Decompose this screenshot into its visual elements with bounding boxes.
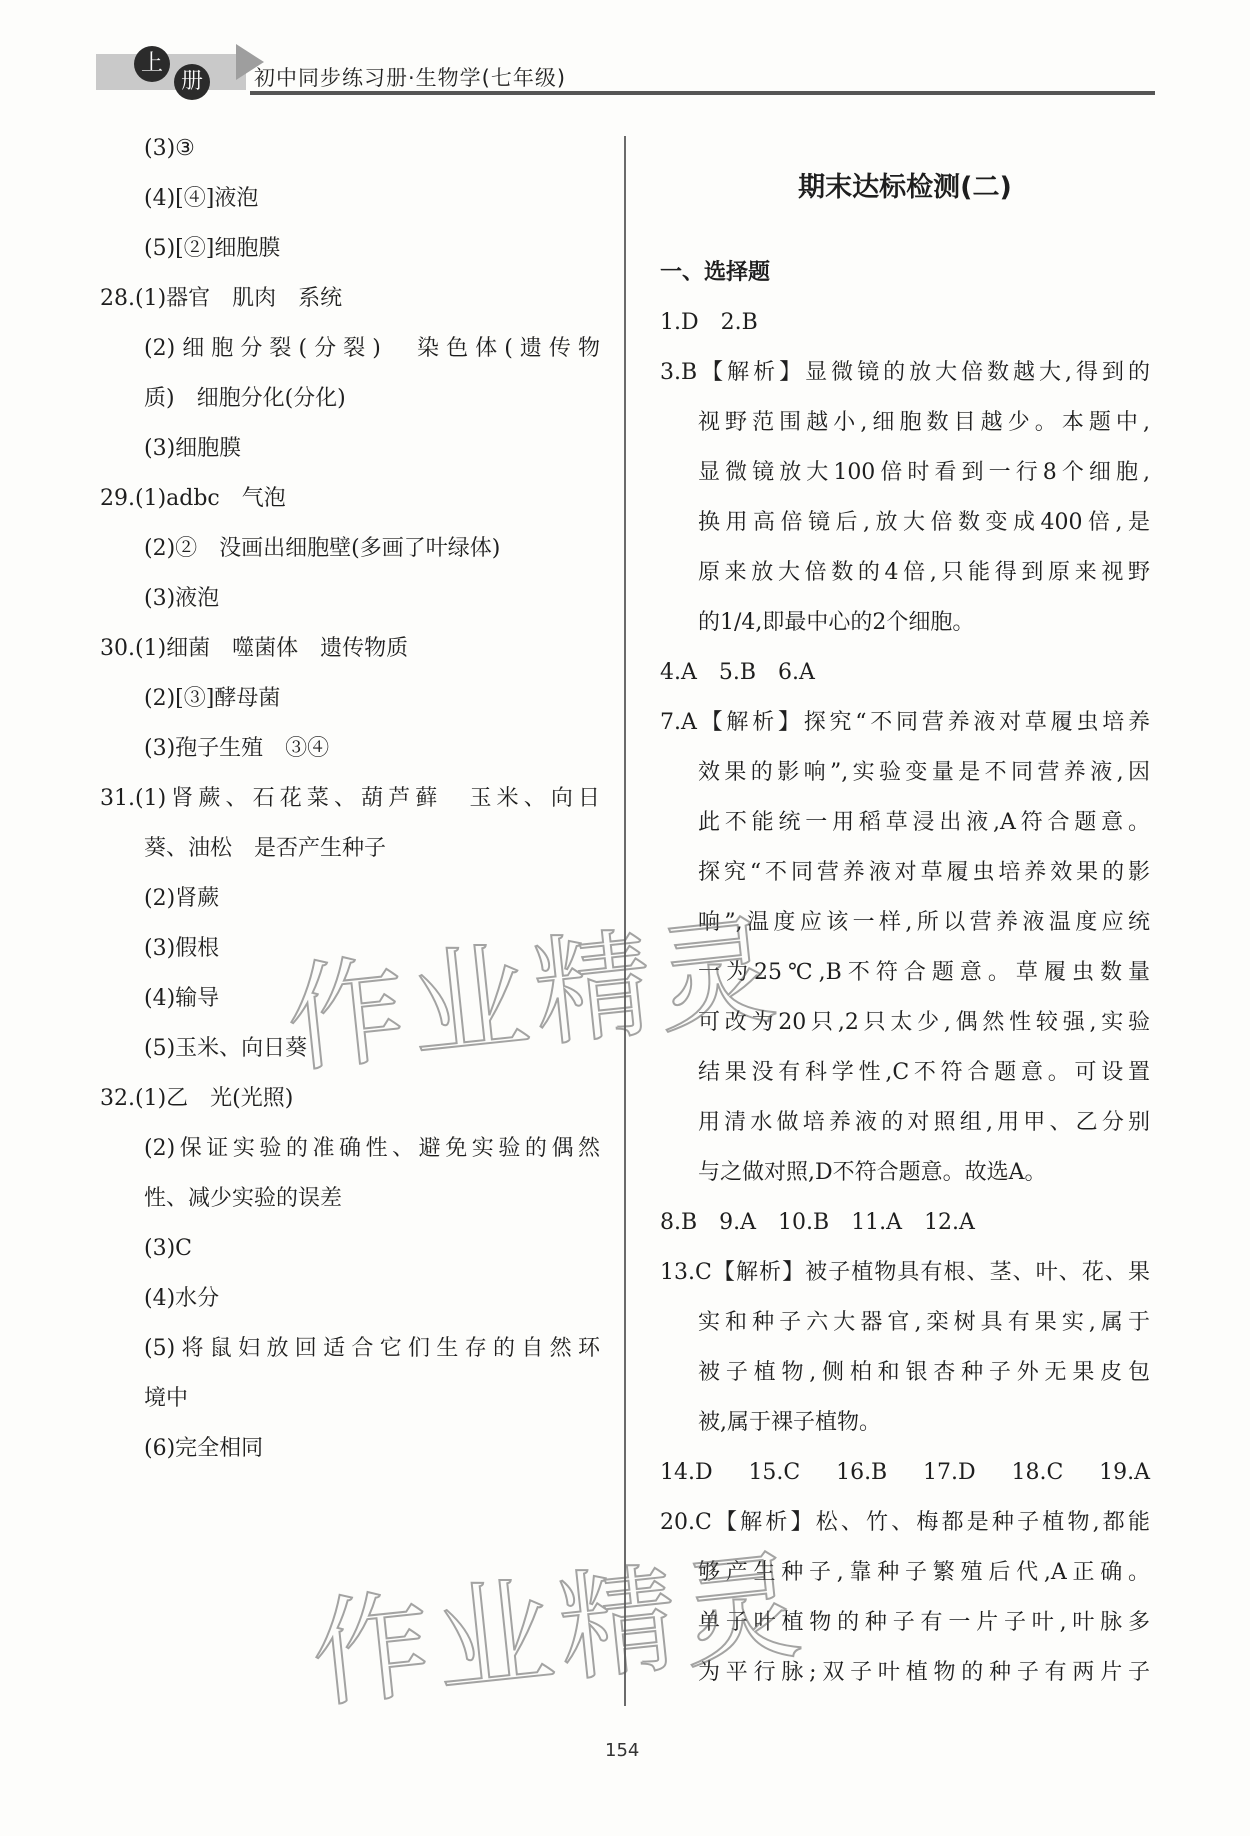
left-column bbox=[100, 124, 600, 1474]
answer-line: 的1/4,即最中心的2个细胞。 bbox=[698, 610, 975, 635]
answer-line: 13.C【解析】被子植物具有根、茎、叶、花、果 bbox=[660, 1260, 1150, 1285]
answer-line: 视野范围越小,细胞数目越少。本题中, bbox=[698, 410, 1150, 435]
answer-line: 1.D 2.B bbox=[660, 310, 758, 335]
answer-line: 被子植物,侧柏和银杏种子外无果皮包 bbox=[698, 1360, 1150, 1385]
answer-line: 与之做对照,D不符合题意。故选A。 bbox=[698, 1160, 1047, 1185]
answer-line: 此不能统一用稻草浸出液,A符合题意。 bbox=[698, 810, 1150, 835]
answer-line: 质) 细胞分化(分化) bbox=[144, 386, 346, 411]
answer-line: 4.A 5.B 6.A bbox=[660, 660, 815, 685]
watermark-logo: 作业精灵 bbox=[305, 1535, 813, 1725]
answer-line: 一为25℃,B不符合题意。草履虫数量 bbox=[698, 960, 1151, 985]
answer-line: (3)细胞膜 bbox=[144, 436, 242, 461]
section-heading: 一、选择题 bbox=[660, 260, 771, 285]
answer-line: 境中 bbox=[144, 1386, 189, 1411]
answer-line: 7.A【解析】探究“不同营养液对草履虫培养 bbox=[660, 710, 1150, 735]
answer-line: 为平行脉;双子叶植物的种子有两片子 bbox=[698, 1660, 1150, 1685]
watermark-logo: 作业精灵 bbox=[280, 900, 788, 1090]
answer-line: (5)[②]细胞膜 bbox=[144, 236, 281, 261]
answer-line: (3)液泡 bbox=[144, 586, 220, 611]
answer-line: (6)完全相同 bbox=[144, 1436, 264, 1461]
volume-badge-top: 上 bbox=[134, 46, 170, 82]
answer-line: 可改为20只,2只太少,偶然性较强,实验 bbox=[698, 1010, 1150, 1035]
answer-line: 32.(1)乙 光(光照) bbox=[100, 1086, 294, 1111]
answer-line: 响”,温度应该一样,所以营养液温度应统 bbox=[698, 910, 1150, 935]
answer-line: 效果的影响”,实验变量是不同营养液,因 bbox=[698, 760, 1150, 785]
answer-line: (4)输导 bbox=[144, 986, 220, 1011]
page-number: 154 bbox=[605, 1740, 640, 1761]
answer-line: 实和种子六大器官,栾树具有果实,属于 bbox=[698, 1310, 1150, 1335]
answer-line: 够产生种子,靠种子繁殖后代,A正确。 bbox=[698, 1560, 1150, 1585]
answer-line: 结果没有科学性,C不符合题意。可设置 bbox=[698, 1060, 1150, 1085]
answer-line: 葵、油松 是否产生种子 bbox=[144, 836, 387, 861]
answer-line: 20.C【解析】松、竹、梅都是种子植物,都能 bbox=[660, 1510, 1150, 1535]
book-title: 初中同步练习册·生物学(七年级) bbox=[254, 66, 567, 90]
answer-line: 14.D 15.C 16.B 17.D 18.C 19.A bbox=[660, 1460, 1150, 1485]
answer-line: (2)保证实验的准确性、避免实验的偶然 bbox=[144, 1136, 600, 1161]
answer-line: 8.B 9.A 10.B 11.A 12.A bbox=[660, 1210, 975, 1235]
answer-line: 被,属于裸子植物。 bbox=[698, 1410, 881, 1435]
volume-badge-bottom: 册 bbox=[174, 64, 210, 100]
answer-line: (2)细胞分裂(分裂) 染色体(遗传物 bbox=[144, 336, 600, 361]
answer-line: 原来放大倍数的4倍,只能得到原来视野 bbox=[698, 560, 1150, 585]
answer-line: 3.B【解析】显微镜的放大倍数越大,得到的 bbox=[660, 360, 1150, 385]
answer-line: (5)将鼠妇放回适合它们生存的自然环 bbox=[144, 1336, 600, 1361]
header-rule bbox=[250, 91, 1155, 95]
header-band bbox=[96, 54, 246, 90]
answer-line: (2)肾蕨 bbox=[144, 886, 220, 911]
answer-line: (3)C bbox=[144, 1236, 192, 1261]
answer-line: 29.(1)adbc 气泡 bbox=[100, 486, 286, 511]
section-title: 期末达标检测(二) bbox=[798, 172, 1012, 203]
answer-line: 用清水做培养液的对照组,用甲、乙分别 bbox=[698, 1110, 1150, 1135]
answer-line: 31.(1)肾蕨、石花菜、葫芦藓 玉米、向日 bbox=[100, 786, 600, 811]
answer-line: (4)[④]液泡 bbox=[144, 186, 259, 211]
page-header bbox=[96, 40, 1156, 100]
answer-line: (3)③ bbox=[144, 136, 195, 161]
answer-line: (5)玉米、向日葵 bbox=[144, 1036, 308, 1061]
answer-line: (2)② 没画出细胞壁(多画了叶绿体) bbox=[144, 536, 501, 561]
answer-line: (3)孢子生殖 ③④ bbox=[144, 736, 330, 761]
answer-line: 显微镜放大100倍时看到一行8个细胞, bbox=[698, 460, 1150, 485]
answer-line: 28.(1)器官 肌肉 系统 bbox=[100, 286, 343, 311]
answer-line: (2)[③]酵母菌 bbox=[144, 686, 281, 711]
answer-line: 探究“不同营养液对草履虫培养效果的影 bbox=[698, 860, 1150, 885]
answer-line: 单子叶植物的种子有一片子叶,叶脉多 bbox=[698, 1610, 1150, 1635]
answer-line: (3)假根 bbox=[144, 936, 220, 961]
answer-line: 换用高倍镜后,放大倍数变成400倍,是 bbox=[698, 510, 1150, 535]
answer-line: 性、减少实验的误差 bbox=[144, 1186, 343, 1211]
answer-line: (4)水分 bbox=[144, 1286, 220, 1311]
answer-line: 30.(1)细菌 噬菌体 遗传物质 bbox=[100, 636, 409, 661]
